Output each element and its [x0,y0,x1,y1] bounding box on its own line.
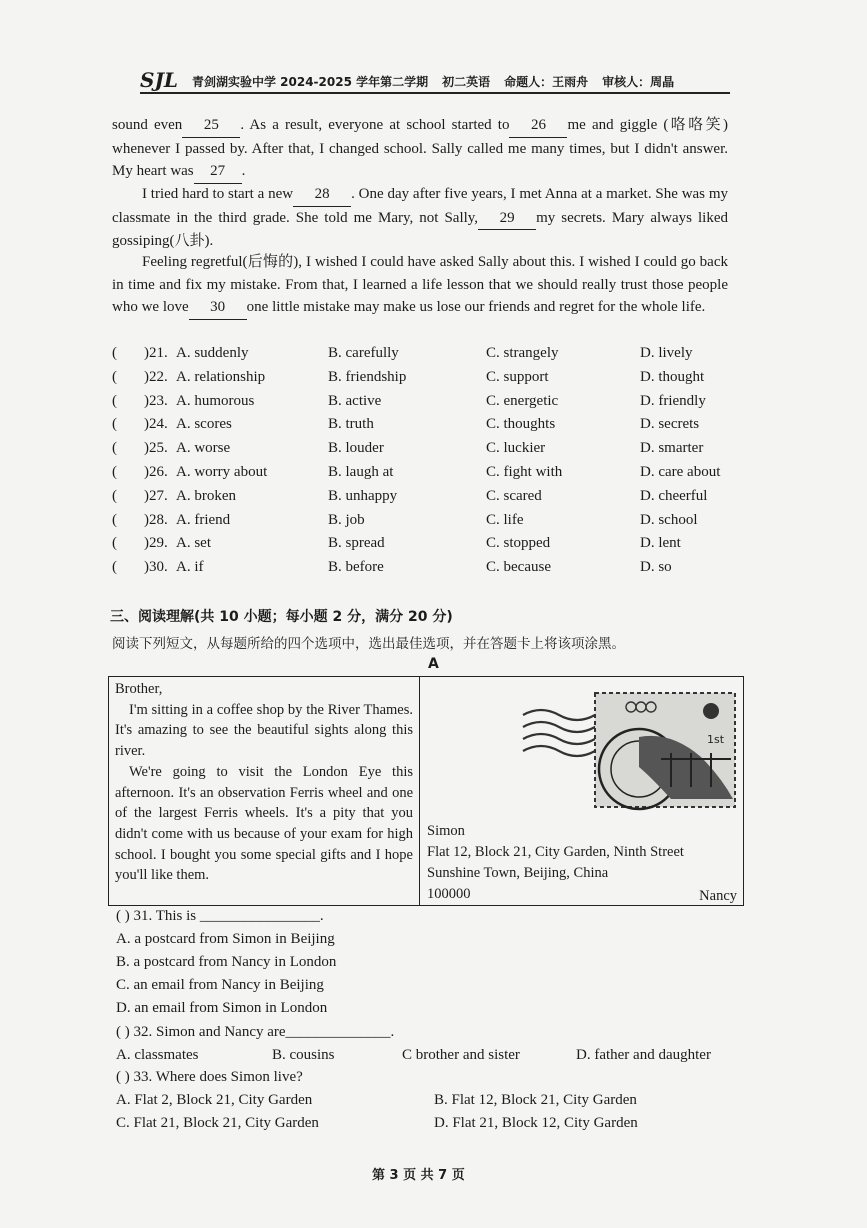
question-31-option-d: D. an email from Simon in London [116,1000,328,1016]
option-b: B. laugh at [328,464,394,480]
option-c: C. thoughts [486,416,556,433]
option-a: A. humorous [176,392,255,409]
question-number: )21. [144,345,168,361]
question-number: )30. [144,559,168,576]
answer-paren: ( [112,392,117,409]
passage-letter: A [428,656,439,672]
postcard-address [427,821,684,905]
question-31-option-b: B. a postcard from Nancy in London [116,954,337,970]
cloze-question-row [112,464,732,486]
option-b: B. friendship [328,368,407,385]
question-32-option-b: B. cousins [272,1047,335,1063]
option-c: C. because [486,559,551,576]
option-a: A. suddenly [176,345,249,361]
cloze-question-row [112,440,732,462]
question-33: ( ) 33. Where does Simon live? [116,1069,303,1085]
cloze-question-row [112,512,732,534]
question-31-option-c: C. an email from Nancy in Beijing [116,977,324,993]
question-33-option-c: C. Flat 21, Block 21, City Garden [116,1115,319,1131]
option-d: D. lively [640,345,693,361]
cloze-question-row [112,393,732,415]
passage-text: one little mistake may make us lose our friends and regret for the whole life. [246,299,706,315]
question-number: )22. [144,368,168,385]
question-number: )26. [144,464,168,480]
option-d: D. so [640,559,672,576]
option-a: A. if [176,559,204,576]
question-31: ( ) 31. This is ________________. [116,908,324,924]
school-logo: SJL [140,68,178,92]
option-d: D. lent [640,535,681,552]
postcard [108,676,744,906]
option-c: C. support [486,368,549,385]
address-line-2: Sunshine Town, Beijing, China [427,865,609,881]
header-setter: 命题人：王雨舟 [504,75,589,89]
blank-29: 29 [478,207,536,231]
passage-text: my secrets. Mary always liked gossiping(八卦). [112,209,728,249]
header-subject: 初二英语 [442,75,491,89]
header-school: 青剑湖实验中学 2024-2025 学年第二学期 [191,75,429,89]
question-number: )29. [144,535,168,552]
option-c: C. fight with [486,464,563,480]
option-b: B. truth [328,416,374,433]
answer-paren: ( [112,464,117,480]
option-a: A. worse [176,440,231,457]
blank-27: 27 [194,160,242,184]
option-d: D. cheerful [640,487,708,504]
question-31-option-a: A. a postcard from Simon in Beijing [116,931,335,947]
cloze-question-row [112,488,732,510]
header-reviewer: 审核人：周晶 [602,75,675,89]
question-33-option-b: B. Flat 12, Block 21, City Garden [434,1092,637,1108]
option-c: C. stopped [486,535,551,552]
option-a: A. relationship [176,368,266,385]
passage-text: . One day after five years, I met Anna at a market. She was my classmate in the third grade. She told me Mary, not Sally, [112,186,728,226]
option-b: B. unhappy [328,487,398,504]
passage-text: . [241,163,246,179]
postcard-greeting: Brother, [115,681,163,697]
answer-paren: ( [112,416,117,433]
postcard-message [115,679,413,886]
cloze-question-row [112,416,732,438]
option-d: D. secrets [640,416,700,433]
question-number: )24. [144,416,168,433]
blank-28: 28 [293,183,351,207]
option-d: D. thought [640,368,705,385]
question-32: ( ) 32. Simon and Nancy are______________. [116,1024,395,1040]
postmark-stamp-icon [521,687,739,817]
blank-26: 26 [509,114,567,138]
option-b: B. active [328,392,382,409]
cloze-question-row [112,559,732,581]
answer-paren: ( [112,511,117,528]
blank-30: 30 [189,296,247,320]
question-33-option-d: D. Flat 21, Block 12, City Garden [434,1115,638,1131]
cloze-question-row [112,535,732,557]
option-b: B. before [328,559,384,576]
question-number: )27. [144,487,168,504]
option-b: B. louder [328,440,384,457]
question-32-option-d: D. father and daughter [576,1047,711,1063]
option-a: A. set [176,535,211,552]
postcard-paragraph-1: I'm sitting in a coffee shop by the River Thames. It's amazing to see the beautiful sights along this river. [115,701,413,760]
option-a: A. scores [176,416,232,433]
answer-paren: ( [112,487,117,504]
question-number: )23. [144,392,168,409]
question-number: )25. [144,440,168,457]
option-c: C. life [486,511,524,528]
blank-25: 25 [182,114,240,138]
answer-paren: ( [112,440,117,457]
passage-paragraph-1 [112,114,728,184]
option-d: D. care about [640,464,721,480]
option-d: D. friendly [640,392,706,409]
question-number: )28. [144,511,168,528]
question-32-option-c: C brother and sister [402,1047,520,1063]
stamp-class: 1st [707,733,725,746]
option-a: A. broken [176,487,236,504]
address-line-1: Flat 12, Block 21, City Garden, Ninth Street [427,844,684,860]
passage-text: me and giggle (咯咯笑) whenever I passed by. After that, I changed school. Sally called me many times, but I didn't answer. My heart was [112,117,729,179]
answer-paren: ( [112,345,117,361]
answer-paren: ( [112,535,117,552]
option-c: C. strangely [486,345,559,361]
address-name: Simon [427,823,465,839]
answer-paren: ( [112,559,117,576]
passage-text: I tried hard to start a new [142,186,294,202]
option-a: A. friend [176,511,231,528]
option-a: A. worry about [176,464,268,480]
option-c: C. scared [486,487,542,504]
option-b: B. carefully [328,345,399,361]
page-header [140,68,730,94]
postcard-paragraph-2: We're going to visit the London Eye this afternoon. It's an observation Ferris wheel and one of the largest Ferris wheels. It's a pity that you didn't come with us because of your exam for high school. I bought you some special gifts and I hope you'll like them. [115,763,413,884]
option-d: D. school [640,511,698,528]
answer-paren: ( [112,368,117,385]
question-33-option-a: A. Flat 2, Block 21, City Garden [116,1092,313,1108]
option-b: B. job [328,511,365,528]
postcard-divider [419,677,420,905]
section-instruction: 阅读下列短文，从每题所给的四个选项中，选出最佳选项，并在答题卡上将该项涂黑。 [112,636,625,652]
address-postcode: 100000 [427,886,471,902]
option-c: C. energetic [486,392,559,409]
passage-text: Feeling regretful(后悔的), I wished I could have asked Sally about this. I wished I could go back in time and fix my mistake. From that, I learned a life lesson that we should really trust those people who we love [112,254,728,315]
option-d: D. smarter [640,440,704,457]
passage-paragraph-3 [112,251,728,320]
postcard-signature: Nancy [699,888,737,904]
section-title: 三、阅读理解(共 10 小题；每小题 2 分，满分 20 分) [110,609,453,625]
passage-text: sound even [112,117,183,133]
option-b: B. spread [328,535,385,552]
cloze-question-row [112,369,732,391]
question-32-option-a: A. classmates [116,1047,199,1063]
passage-text: . As a result, everyone at school started to [240,117,510,133]
option-c: C. luckier [486,440,546,457]
cloze-question-row [112,345,732,367]
passage-paragraph-2 [112,183,728,253]
page-footer: 第 3 页 共 7 页 [372,1168,465,1183]
